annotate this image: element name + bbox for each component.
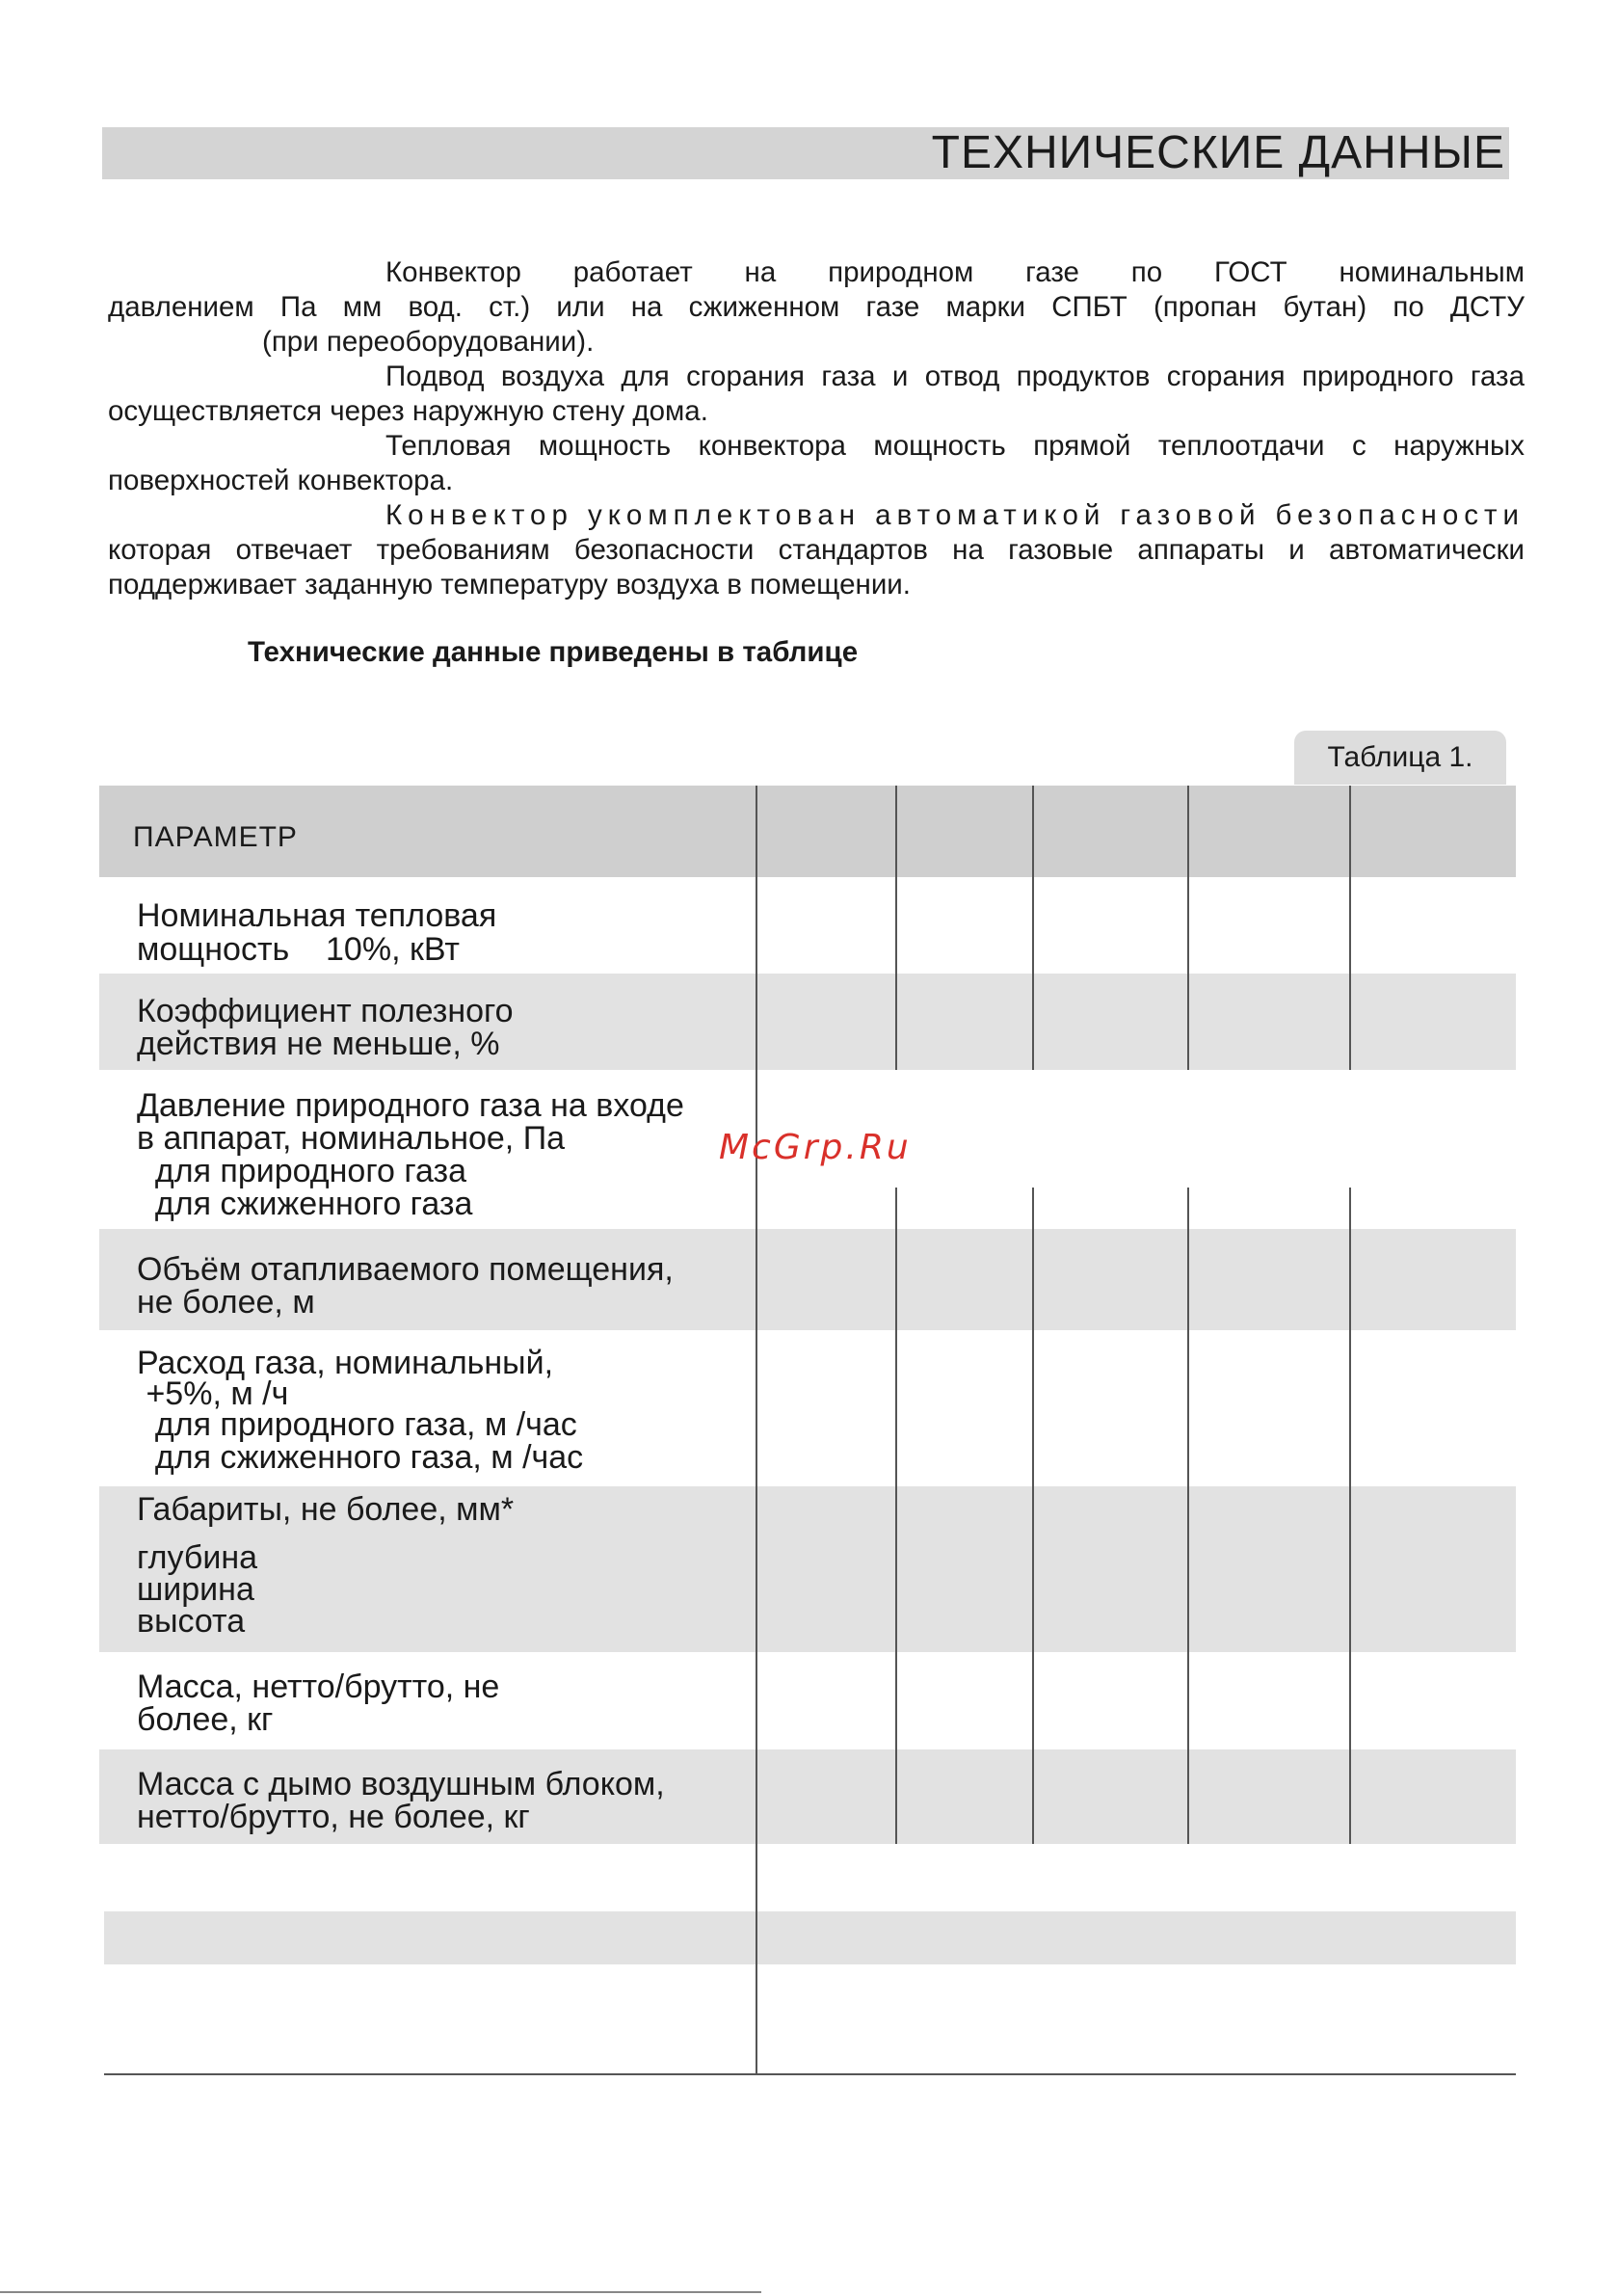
paragraph-line: Тепловая мощность конвектора мощность прямой теплоотдачи с наружных xyxy=(385,430,1525,462)
row-label: глубина xyxy=(137,1539,258,1576)
paragraph-4 xyxy=(108,498,1525,602)
table-column-divider xyxy=(756,786,757,2073)
table-column-divider xyxy=(895,1188,897,1844)
table-caption: Таблица 1. xyxy=(1294,731,1506,785)
watermark: McGrp.Ru xyxy=(719,1128,912,1167)
row-label: Давление природного газа на входе xyxy=(137,1087,684,1124)
row-label: для сжиженного газа xyxy=(137,1186,473,1222)
row-label: для сжиженного газа, м /час xyxy=(137,1439,584,1476)
table-column-divider xyxy=(895,786,897,1070)
paragraph-line: (при переоборудовании). xyxy=(262,326,595,358)
table-bottom-border xyxy=(104,2073,1516,2075)
row-label: Масса, нетто/брутто, не xyxy=(137,1669,500,1705)
row-label: нетто/брутто, не более, кг xyxy=(137,1799,530,1835)
table-column-divider xyxy=(1032,786,1034,1070)
row-label: +5%, м /ч xyxy=(137,1375,289,1412)
paragraph-line: давлением Па мм вод. ст.) или на сжиженном газе марки СПБТ (пропан бутан) по ДСТУ xyxy=(108,291,1525,323)
paragraph-line: которая отвечает требованиям безопасности стандартов на газовые аппараты и автоматически xyxy=(108,534,1525,566)
row-label: для природного газа xyxy=(137,1153,467,1189)
row-label: мощность 10%, кВт xyxy=(137,931,460,968)
row-label: Расход газа, номинальный, xyxy=(137,1345,554,1381)
table-column-divider xyxy=(1032,1188,1034,1844)
row-label: не более, м xyxy=(137,1284,315,1321)
row-label: в аппарат, номинальное, Па xyxy=(137,1120,566,1157)
row-label: Габариты, не более, мм* xyxy=(137,1491,515,1528)
page-bottom-rule xyxy=(0,2291,761,2293)
paragraph-line: поддерживает заданную температуру воздуха в помещении. xyxy=(108,569,911,601)
row-label: высота xyxy=(137,1603,246,1640)
page-title: ТЕХНИЧЕСКИЕ ДАННЫЕ xyxy=(931,127,1505,178)
paragraph-3 xyxy=(108,429,1525,498)
row-label: Коэффициент полезного xyxy=(137,993,514,1029)
table-header-parameter: ПАРАМЕТР xyxy=(133,821,298,853)
paragraph-line: Подвод воздуха для сгорания газа и отвод продуктов сгорания природного газа xyxy=(385,360,1525,392)
row-label: для природного газа, м /час xyxy=(137,1406,577,1443)
table-column-divider xyxy=(1349,786,1351,1070)
row-label: Номинальная тепловая xyxy=(137,897,497,934)
paragraph-line: Конвектор работает на природном газе по ГОСТ номинальным xyxy=(385,256,1525,288)
table-column-divider xyxy=(1349,1188,1351,1844)
paragraph-line: Конвектор укомплектован автоматикой газовой безопасности xyxy=(385,499,1525,531)
paragraph-1 xyxy=(108,255,1525,360)
table-column-divider xyxy=(1187,1188,1189,1844)
row-label: Масса с дымо воздушным блоком, xyxy=(137,1766,665,1802)
table-header-row xyxy=(99,786,1516,877)
table-row-bg xyxy=(104,1911,1516,1964)
row-label: ширина xyxy=(137,1571,254,1608)
row-label: действия не меньше, % xyxy=(137,1026,500,1062)
table-column-divider xyxy=(1187,786,1189,1070)
table-note: Технические данные приведены в таблице xyxy=(248,636,859,668)
paragraph-line: поверхностей конвектора. xyxy=(108,465,454,496)
row-label: Объём отапливаемого помещения, xyxy=(137,1251,674,1288)
title-bar xyxy=(102,127,1509,179)
paragraph-2 xyxy=(108,360,1525,429)
paragraph-line: осуществляется через наружную стену дома. xyxy=(108,395,708,427)
row-label: более, кг xyxy=(137,1701,274,1738)
